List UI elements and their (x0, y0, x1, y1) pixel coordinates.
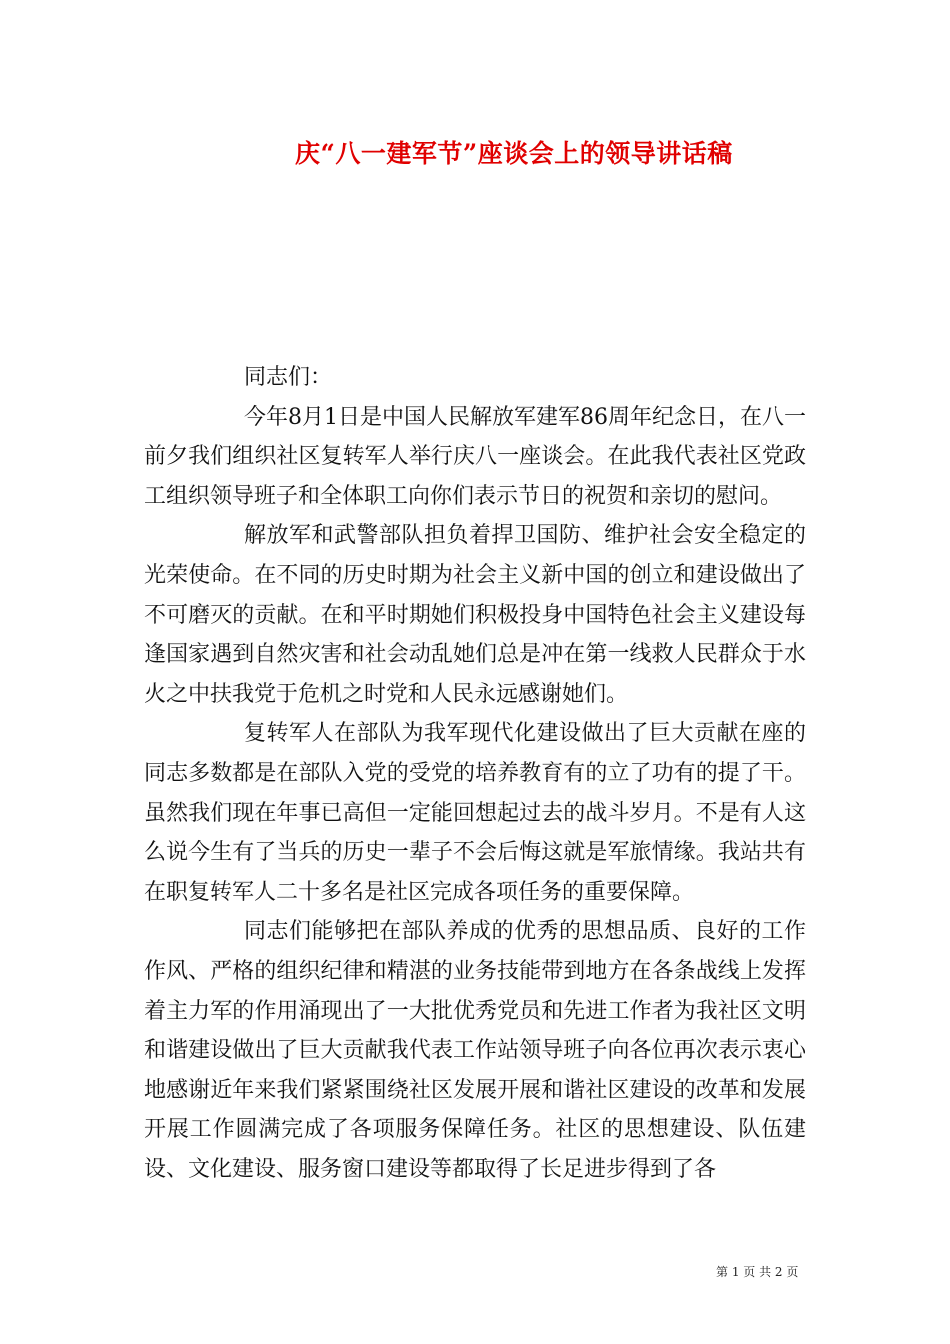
paragraph: 解放军和武警部队担负着捍卫国防、维护社会安全稳定的光荣使命。在不同的历史时期为社会主义新中国的创立和建设做出了不可磨灭的贡献。在和平时期她们积极投身中国特色社会主义建设每逢国家遇到自然灾害和社会动乱她们总是冲在第一线救人民群众于水火之中扶我党于危机之时党和人民永远感谢她们。 (144, 523, 806, 707)
paragraph: 同志们能够把在部队养成的优秀的思想品质、良好的工作作风、严格的组织纪律和精湛的业务技能带到地方在各条战线上发挥着主力军的作用涌现出了一大批优秀党员和先进工作者为我社区文明和谐建设做出了巨大贡献我代表工作站领导班子向各位再次表示衷心地感谢近年来我们紧紧围绕社区发展开展和谐社区建设的改革和发展开展工作圆满完成了各项服务保障任务。社区的思想建设、队伍建设、文化建设、服务窗口建设等都取得了长足进步得到了各 (144, 919, 806, 1182)
page-number-footer: 第 1 页 共 2 页 (716, 1265, 799, 1279)
paragraph: 今年8月1日是中国人民解放军建军86周年纪念日，在八一前夕我们组织社区复转军人举行庆八一座谈会。在此我代表社区党政工组织领导班子和全体职工向你们表示节日的祝贺和亲切的慰问。 (144, 404, 806, 509)
salutation: 同志们： (244, 365, 333, 390)
document-body (144, 358, 806, 1189)
document-title: 庆“八一建军节”座谈会上的领导讲话稿 (295, 139, 733, 168)
paragraph: 复转军人在部队为我军现代化建设做出了巨大贡献在座的同志多数都是在部队入党的受党的培养教育有的立了功有的提了干。虽然我们现在年事已高但一定能回想起过去的战斗岁月。不是有人这么说今生有了当兵的历史一辈子不会后悔这就是军旅情缘。我站共有在职复转军人二十多名是社区完成各项任务的重要保障。 (144, 721, 806, 905)
